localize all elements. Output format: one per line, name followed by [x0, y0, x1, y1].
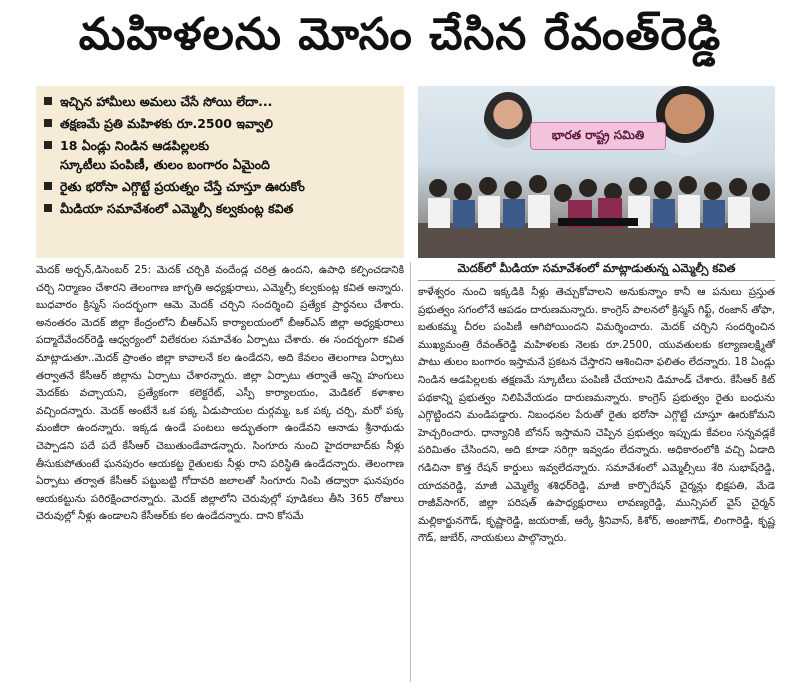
highlight-text: తక్షణమే ప్రతి మహిళకు రూ.2500 ఇవ్వాలి: [60, 116, 273, 131]
highlight-item: [44, 114, 396, 133]
article-column-right: [418, 284, 775, 548]
crowd-illustration: [418, 168, 775, 258]
press-meet-photo: [418, 86, 775, 258]
highlight-text: రైతు భరోసా ఎగ్గొట్టే ప్రయత్నం చేస్తే చూస్తూ ఊరుకోం: [60, 179, 305, 194]
highlight-text: ఇచ్చిన హామీలు అమలు చేసే సోయి లేదా...: [60, 94, 273, 109]
backdrop-portrait-left: [484, 92, 532, 148]
bullet-icon: [44, 141, 52, 149]
headline: మహిళలను మోసం చేసిన రేవంత్‌రెడ్డి: [78, 9, 722, 60]
highlight-item: [44, 136, 396, 174]
highlight-item: [44, 199, 396, 218]
highlights-box: [36, 86, 404, 258]
article-column-left: [36, 262, 404, 526]
bullet-icon: [44, 97, 52, 105]
article-text: మెదక్ అర్బన్,డిసెంబర్ 25: మెదక్ చర్చికి వందేండ్ల చరిత్ర ఉందని, ఉపాధి కల్పించడానికి చర్చి నిర్మాణం చేశారని తెలంగాణ జాగృతి అధ్యక్షురాలు, ఎమ్మెల్సీ కల్వకుంట్ల కవిత అన్నారు. బుధవారం క్రిస్మస్ సందర్భంగా ఆమె మెదక్ చర్చిని సందర్శించి ప్రత్యేక ప్రార్థనలు చేశారు. అనంతరం మెదక్ జిల్లా కేంద్రంలోని బీఆర్‌ఎస్ కార్యాలయంలో బీఆర్‌ఎస్ జిల్లా అధ్యక్షురాలు పద్మాదేవేందర్‌రెడ్డి ఆధ్వర్యంలో విలేకరుల సమావేశం ఏర్పాటు చేశారు. ఈ సందర్భంగా కవిత మాట్లాడుతూ..మెదక్ ప్రాంతం జిల్లా కావాలనే కల ఉండేదని, అది కేవలం తెలంగాణ ఏర్పాటు తర్వాతనే కేసీఆర్ జిల్లాను ఏర్పాటు చేశారన్నారు. జిల్లా ఏర్పాటు తర్వాతే అన్ని హంగులు మెదక్‌కు వచ్చాయని, ప్రత్యేకంగా కలెక్టరేట్, ఎస్పీ కార్యాలయం, మెడికల్ కళాశాల వచ్చిందన్నారు. మెదక్ అంటేనే ఒక పక్క ఏడుపాయల దుర్గమ్మ, ఒక పక్క చర్చి, మరో పక్క మంజీరా ఉందన్నారు. ఇక్కడ ఉండే పంటలు అద్భుతంగా ఉండేవని ఆనాడు శ్రీనాథుడు చెప్పాడని పదే పదే కేసీఆర్ చెబుతుండేవాడన్నారు. సింగూరు నుంచి హైదరాబాద్‌కు నీళ్లు తీసుకుపోతుంటే ఘనపురం ఆయకట్ట రైతులకు నీళ్లు రాని పరిస్థితి ఉండేదన్నారు. తెలంగాణ ఏర్పాటు తర్వాత కేసీఆర్ పట్టుబట్టి గోదావరి జలాలతో సింగూరు నింపి తద్వారా ఘనపురం ఆయకట్టును పరిరక్షించారన్నారు. మెదక్ జిల్లాలోని చెరువుల్లో పూడికలు తీసి 365 రోజులు చెరువుల్లో నీళ్లు ఉండాలని కేసీఆర్‌కు కల ఉండేదన్నారు. దాని కోసమే: [36, 264, 404, 523]
highlight-item: [44, 177, 396, 196]
column-divider: [410, 262, 411, 682]
photo-caption: మెదక్‌లో మీడియా సమావేశంలో మాట్లాడుతున్న ఎమ్మెల్సీ కవిత: [418, 258, 775, 281]
article-text: కాళేశ్వరం నుంచి ఇక్కడికి నీళ్లు తెచ్చుకోవాలని అనుకున్నాం కానీ ఆ పనులు ప్రస్తుత ప్రభుత్వం సగంలోనే ఆపడం దారుణమన్నారు. కాంగ్రెస్ పాలనలో క్రిస్మస్ గిఫ్ట్, రంజాన్ తోఫా, బతుకమ్మ చీరల పంపిణీ ఆగిపోయిందని విమర్శించారు. మెదక్ చర్చిని సందర్శించిన ముఖ్యమంత్రి రేవంత్‌రెడ్డి మహిళలకు నెలకు రూ.2500, యువతులకు కల్యాణలక్ష్మితో పాటు తులం బంగారం ఇస్తామనే ప్రకటన చేస్తారని ఆశించినా ఫలితం లేదన్నారు. 18 ఏండ్లు నిండిన ఆడపిల్లలకు తక్షణమే స్కూటీలు పంపిణీ చేయాలని డిమాండ్ చేశారు. కేసీఆర్ కిట్ పథకాన్ని ప్రభుత్వం నిలిపివేయడం దారుణమన్నారు. కాంగ్రెస్ ప్రభుత్వం రైతు బంధును ఎగ్గొట్టిందని మండిపడ్డారు. నిబంధనల పేరుతో రైతు భరోసా ఎగ్గొట్టే చూస్తూ ఊరుకోమని హెచ్చరించారు. ధాన్యానికి బోనస్ ఇస్తామని చెప్పిన ప్రభుత్వం ఇప్పుడు కేవలం సన్నవడ్లకే పరిమితం చేసిందని, అది కూడా సరిగ్గా ఇవ్వడం లేదన్నారు. అధికారంలోకి వచ్చి ఏడాది గడిచినా కొత్త రేషన్ కార్డులు ఇవ్వలేదన్నారు. సమావేశంలో ఎమ్మెల్సీలు శేరి సుభాష్‌రెడ్డి, యాదవరెడ్డి, మాజీ ఎమ్మెల్యే శశిధర్‌రెడ్డి, మాజీ కార్పొరేషన్ చైర్మన్లు భిక్షపతి, మేడె రాజీవ్‌సాగర్, జిల్లా పరిషత్ ఉపాధ్యక్షురాలు లావణ్యరెడ్డి, మున్సిపల్ వైస్ చైర్మన్ మల్లికార్జునగౌడ్, కృష్ణారెడ్డి, జయరాజ్, ఆర్కే శ్రీనివాస్, కిశోర్, అంజాగౌడ్, లింగారెడ్డి, కృష్ణ గౌడ్, జుబేర్, నాయకులు పాల్గొన్నారు.: [418, 286, 775, 545]
highlight-text: 18 ఏండ్లు నిండిన ఆడపిల్లలకు స్కూటీలు పంపిణీ, తులం బంగారం ఏమైంది: [60, 138, 270, 172]
highlight-item: [44, 92, 396, 111]
party-banner: భారత రాష్ట్ర సమితి: [530, 122, 666, 150]
bullet-icon: [44, 119, 52, 127]
bullet-icon: [44, 204, 52, 212]
bullet-icon: [44, 182, 52, 190]
highlight-text: మీడియా సమావేశంలో ఎమ్మెల్సీ కల్వకుంట్ల కవిత: [60, 201, 294, 216]
